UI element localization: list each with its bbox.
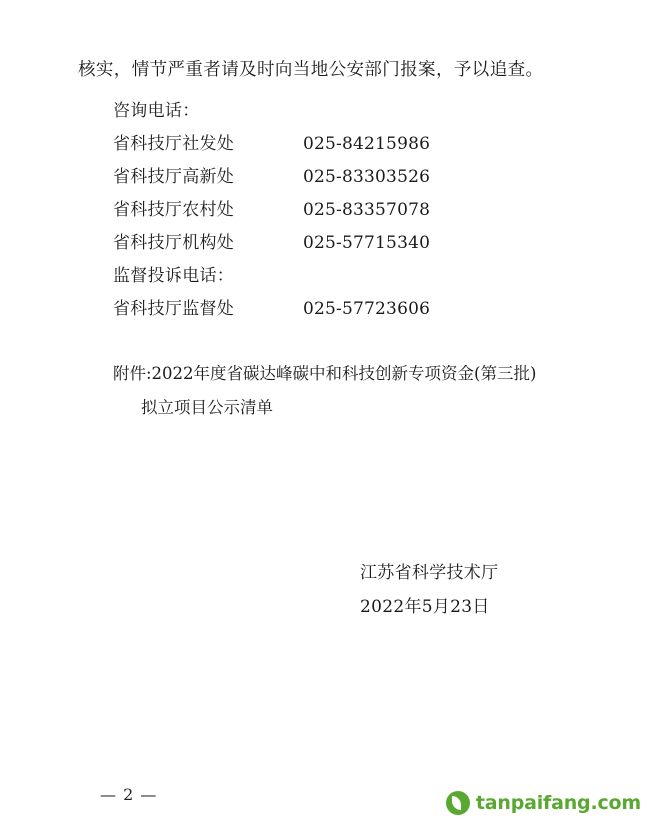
- page-number: — 2 —: [100, 785, 158, 804]
- contact-dept: 省科技厅机构处: [113, 233, 235, 253]
- contact-phone: 025-84215986: [303, 134, 431, 154]
- watermark-text: tanpaifang.com: [475, 792, 641, 814]
- complaint-heading: [113, 261, 573, 294]
- watermark: [446, 791, 641, 815]
- contact-row: [113, 195, 573, 228]
- contact-block: [113, 96, 573, 327]
- paragraph-top: 核实，情节严重者请及时向当地公安部门报案，予以追查。: [78, 60, 544, 80]
- contact-phone: 025-83303526: [303, 167, 431, 187]
- contact-dept: 省科技厅高新处: [113, 167, 235, 187]
- contact-phone: 025-57715340: [303, 233, 431, 253]
- attachment-line-2: 拟立项目公示清单: [141, 398, 273, 417]
- attachment-note: [113, 357, 613, 425]
- contact-row: [113, 228, 573, 261]
- contact-phone: 025-83357078: [303, 200, 431, 220]
- contact-dept: 省科技厅农村处: [113, 200, 235, 220]
- attachment-line-1: 附件:2022年度省碳达峰碳中和科技创新专项资金(第三批): [113, 364, 537, 383]
- contact-dept: 省科技厅监督处: [113, 299, 235, 319]
- leaf-circle-icon: [446, 791, 470, 815]
- signature-date: 2022年5月23日: [360, 597, 490, 617]
- inquiry-heading-label: 咨询电话：: [113, 101, 200, 121]
- contact-row: [113, 162, 573, 195]
- inquiry-heading: [113, 96, 573, 129]
- contact-row: [113, 129, 573, 162]
- signature-organization: 江苏省科学技术厅: [360, 563, 499, 583]
- complaint-heading-label: 监督投诉电话：: [113, 266, 235, 286]
- contact-phone: 025-57723606: [303, 299, 431, 319]
- signature-block: [360, 556, 498, 624]
- contact-dept: 省科技厅社发处: [113, 134, 235, 154]
- contact-row: [113, 294, 573, 327]
